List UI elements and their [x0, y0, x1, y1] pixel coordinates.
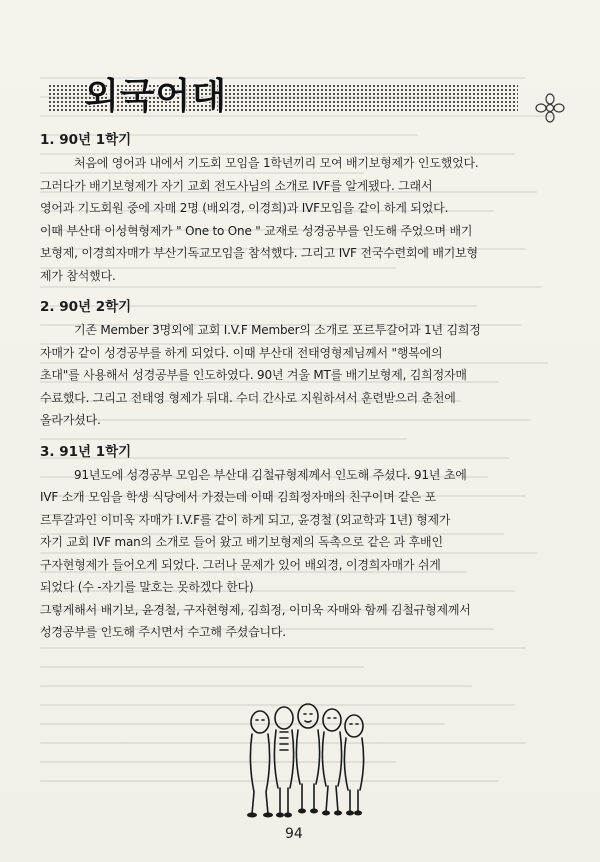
paragraph-line: 처음에 영어과 내에서 기도회 모임을 1학년끼리 모여 배기보형제가 인도했었다. [74, 156, 479, 170]
section-title: 1. 90년 1학기 [40, 132, 132, 148]
section-paragraph [40, 464, 580, 644]
paragraph-line: 초대"를 사용해서 성경공부를 인도하였다. 90년 겨울 MT를 배기보형제, 김희정자매 [40, 368, 467, 382]
section-paragraph [40, 152, 580, 287]
article-body [40, 128, 580, 644]
paragraph-line: 르투갈과인 이미욱 자매가 I.V.F를 같이 하게 되고, 윤경철 (외교학과 1년) 형제가 [40, 512, 451, 527]
page-header [48, 66, 568, 128]
paragraph-line: 그러다가 배기보형제가 자기 교회 전도사님의 소개로 IVF를 알게됐다. 그래서 [40, 178, 433, 193]
section-title: 3. 91년 1학기 [40, 443, 132, 460]
paragraph-line: 제가 참석했다. [40, 268, 116, 283]
paragraph-line: 이때 부산대 이성혁형제가 " One to One " 교재로 성경공부를 인도해 주었으며 배기 [40, 223, 473, 238]
page-title: 외국어대 [84, 76, 228, 117]
paragraph-line: 91년도에 성경공부 모임은 부산대 김철규형제께서 인도해 주셨다. 91년 초에 [74, 467, 467, 482]
paragraph-line: 성경공부를 인도해 주시면서 수고해 주셨습니다. [40, 625, 286, 639]
paragraph-line: IVF 소개 모임을 학생 식당에서 가졌는데 이때 김희정자매의 친구이며 같은 포 [40, 490, 436, 504]
flower-icon [534, 92, 566, 124]
page-number: 94 [285, 826, 303, 842]
paragraph-line: 기존 Member 3명외에 교회 I.V.F Member의 소개로 포르투갈어과 1년 김희정 [74, 323, 481, 337]
paragraph-line: 되었다 (수 -자기를 말호는 못하겠다 한다) [40, 580, 254, 594]
paragraph-line: 자매가 같이 성경공부를 하게 되었다. 이때 부산대 전태영형제님께서 "행복에의 [40, 345, 443, 360]
paragraph-line: 수료했다. 그리고 전태영 형제가 뒤대. 수더 간사로 지원하셔서 훈련받으러 춘천에 [40, 390, 456, 405]
group-cartoon-illustration [240, 702, 370, 822]
paragraph-line: 올라가셨다. [40, 413, 101, 427]
section-title: 2. 90년 2학기 [40, 299, 132, 315]
paragraph-line: 자기 교회 IVF man의 소개로 들어 왔고 배기보형제의 독촉으로 같은 과 후배인 [40, 535, 443, 549]
paragraph-line: 그렇게해서 배기보, 윤경철, 구자현형제, 김희정, 이미욱 자매와 함께 김철규형제께서 [40, 602, 471, 617]
paragraph-line: 보형제, 이경희자매가 부산기독교모임을 참석했다. 그리고 IVF 전국수련회에 배기보형 [40, 246, 478, 260]
section-paragraph [40, 319, 580, 432]
paragraph-line: 구자현형제가 들어오게 되었다. 그러나 문제가 있어 배외경, 이경희자매가 쉬게 [40, 557, 441, 572]
paragraph-line: 영어과 기도회원 중에 자매 2명 (배외경, 이경희)과 IVF모임을 같이 하게 되었다. [40, 201, 449, 215]
